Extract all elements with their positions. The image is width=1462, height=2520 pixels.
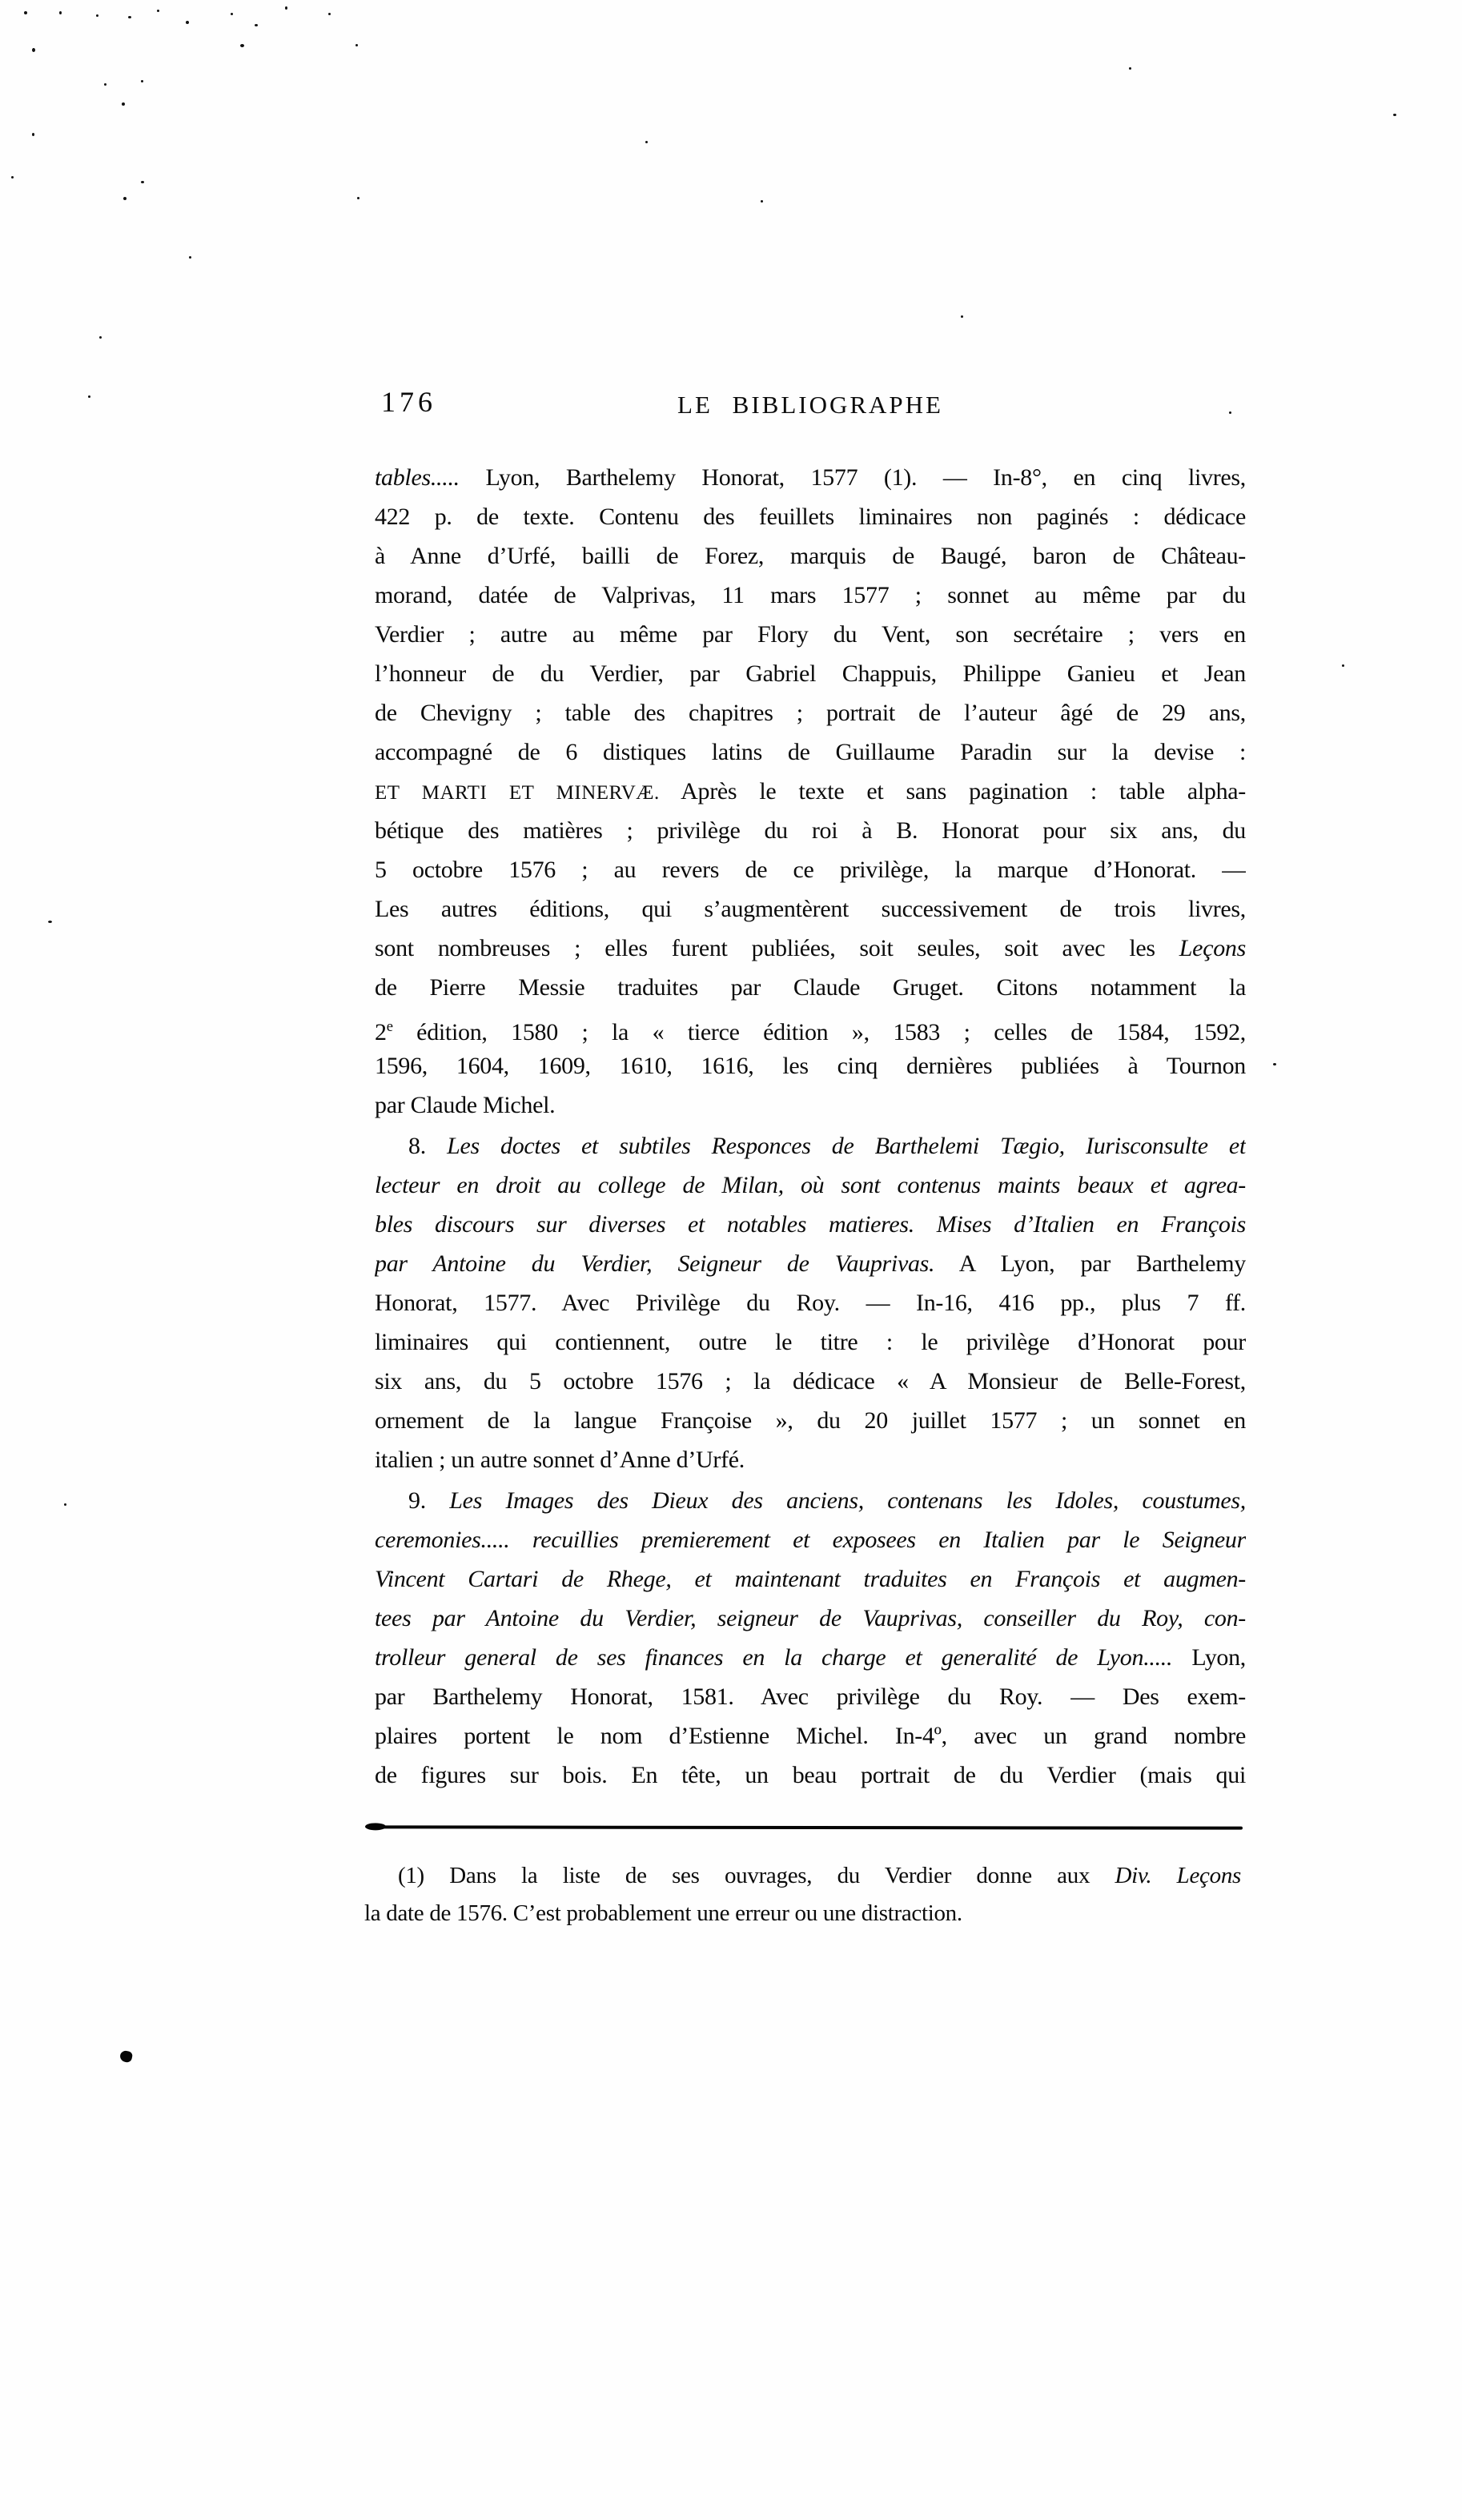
- text-line: [375, 615, 1246, 654]
- scan-speck: [64, 1503, 66, 1506]
- text-segment: à Anne d’Urfé, bailli de Forez, marquis de Baugé, baron de Château-: [375, 543, 1246, 569]
- paragraph: [375, 1481, 1246, 1795]
- scan-speck: [99, 336, 102, 339]
- text-line: [375, 458, 1246, 497]
- scan-speck: [141, 181, 144, 183]
- text-segment: Lyon,: [1172, 1644, 1246, 1671]
- text-segment: liminaires qui contiennent, outre le titre : le privilège d’Honorat pour: [375, 1329, 1246, 1355]
- text-segment: édition, 1580 ; la « tierce édition », 1583 ; celles de 1584, 1592,: [392, 1019, 1246, 1045]
- text-segment: par Claude Michel.: [375, 1092, 556, 1118]
- scan-speck: [189, 256, 191, 259]
- body-text: [375, 458, 1246, 1795]
- italic-text: tables.....: [375, 464, 460, 491]
- text-segment: six ans, du 5 octobre 1576 ; la dédicace « A Monsieur de Belle-Forest,: [375, 1368, 1246, 1394]
- text-line: [375, 772, 1246, 811]
- paragraph: [375, 458, 1246, 1125]
- scan-speck: [32, 133, 34, 136]
- text-line: [364, 1857, 1241, 1895]
- text-segment: de Pierre Messie traduites par Claude Gruget. Citons notamment la: [375, 974, 1246, 1001]
- italic-text: Div. Leçons: [1115, 1863, 1241, 1888]
- scan-speck: [761, 200, 763, 203]
- italic-text: tees par Antoine du Verdier, seigneur de Vauprivas, conseiller du Roy, con-: [375, 1605, 1246, 1631]
- scan-speck: [231, 13, 233, 15]
- text-line: [375, 536, 1246, 576]
- scan-speck: [123, 197, 127, 200]
- text-segment: Lyon, Barthelemy Honorat, 1577 (1). — In-8°, en cinq livres,: [459, 464, 1246, 491]
- text-line: [375, 1599, 1246, 1638]
- page-number: 176: [381, 386, 436, 418]
- text-segment: 8.: [408, 1133, 448, 1159]
- text-segment: par Barthelemy Honorat, 1581. Avec privilège du Roy. — Des exem-: [375, 1683, 1246, 1710]
- text-segment: bétique des matières ; privilège du roi à B. Honorat pour six ans, du: [375, 817, 1246, 844]
- scan-speck: [48, 921, 52, 923]
- italic-text: Vincent Cartari de Rhege, et maintenant traduites en François et augmen-: [375, 1566, 1246, 1592]
- scan-speck: [355, 44, 358, 46]
- text-line: [375, 1481, 1246, 1520]
- text-line: [375, 576, 1246, 615]
- scan-speck: [186, 21, 189, 24]
- text-line: [375, 654, 1246, 693]
- scan-speck: [32, 48, 35, 52]
- scan-speck: [357, 197, 359, 199]
- scan-speck: [24, 11, 27, 14]
- text-segment: ornement de la langue Françoise », du 20 juillet 1577 ; un sonnet en: [375, 1407, 1246, 1434]
- scan-speck: [1273, 1063, 1276, 1065]
- text-segment: 9.: [408, 1487, 450, 1514]
- text-line: [375, 1166, 1246, 1205]
- text-line: [375, 1244, 1246, 1283]
- text-line: [375, 693, 1246, 732]
- text-line: [375, 1401, 1246, 1440]
- text-line: [375, 1126, 1246, 1166]
- text-segment: accompagné de 6 distiques latins de Guillaume Paradin sur la devise :: [375, 739, 1246, 765]
- ink-blot: [119, 2050, 134, 2064]
- text-line: [375, 1756, 1246, 1795]
- italic-text: Leçons: [1179, 935, 1246, 961]
- text-line: [375, 1520, 1246, 1559]
- scan-speck: [1229, 411, 1231, 414]
- italic-text: trolleur general de ses finances en la charge et generalité de Lyon.....: [375, 1644, 1173, 1671]
- text-segment: (1) Dans la liste de ses ouvrages, du Verdier donne aux: [398, 1863, 1115, 1888]
- text-line: [375, 1362, 1246, 1401]
- text-line: [364, 1895, 1241, 1932]
- text-line: [375, 1716, 1246, 1756]
- running-title: LE BIBLIOGRAPHE: [677, 391, 943, 419]
- paragraph: [375, 1126, 1246, 1479]
- text-segment: 2: [375, 1019, 387, 1045]
- text-segment: Les autres éditions, qui s’augmentèrent successivement de trois livres,: [375, 896, 1246, 922]
- text-line: [375, 1322, 1246, 1362]
- italic-text: bles discours sur diverses et notables matieres. Mises d’Italien en François: [375, 1211, 1246, 1238]
- text-segment: Verdier ; autre au même par Flory du Vent, son secrétaire ; vers en: [375, 621, 1246, 648]
- text-line: [375, 497, 1246, 536]
- scan-speck: [1129, 67, 1131, 70]
- text-segment: de figures sur bois. En tête, un beau portrait de du Verdier (mais qui: [375, 1762, 1246, 1788]
- text-segment: plaires portent le nom d’Estienne Michel. In-4º, avec un grand nombre: [375, 1723, 1246, 1749]
- text-segment: 1596, 1604, 1609, 1610, 1616, les cinq dernières publiées à Tournon: [375, 1053, 1246, 1079]
- text-segment: 5 octobre 1576 ; au revers de ce privilège, la marque d’Honorat. —: [375, 857, 1246, 883]
- text-segment: A Lyon, par Barthelemy: [934, 1250, 1246, 1277]
- scan-speck: [88, 395, 90, 398]
- text-line: [375, 968, 1246, 1007]
- text-line: [375, 1205, 1246, 1244]
- text-line: [375, 1440, 1246, 1479]
- text-line: [375, 1007, 1246, 1046]
- scan-speck: [255, 24, 258, 26]
- text-segment: Honorat, 1577. Avec Privilège du Roy. — In-16, 416 pp., plus 7 ff.: [375, 1290, 1246, 1316]
- scan-speck: [961, 315, 963, 318]
- scan-speck: [59, 11, 62, 14]
- footnote: [364, 1857, 1241, 1932]
- scan-speck: [328, 13, 331, 15]
- text-line: [375, 1638, 1246, 1677]
- text-line: [375, 732, 1246, 772]
- scan-speck: [157, 10, 159, 12]
- scan-speck: [11, 176, 14, 179]
- text-segment: e: [386, 1018, 393, 1035]
- text-line: [375, 1085, 1246, 1125]
- italic-text: ceremonies..... recuillies premierement et exposees en Italien par le Seigneur: [375, 1527, 1246, 1553]
- text-line: [375, 889, 1246, 929]
- scan-speck: [240, 44, 244, 47]
- scan-speck: [645, 141, 648, 143]
- text-segment: la date de 1576. C’est probablement une erreur ou une distraction.: [364, 1900, 962, 1926]
- scan-speck: [285, 6, 287, 10]
- italic-text: Les doctes et subtiles Responces de Barthelemi Tægio, Iurisconsulte et: [447, 1133, 1246, 1159]
- scan-speck: [104, 83, 106, 86]
- text-segment: sont nombreuses ; elles furent publiées, soit seules, soit avec les: [375, 935, 1179, 961]
- text-segment: de Chevigny ; table des chapitres ; portrait de l’auteur âgé de 29 ans,: [375, 700, 1246, 726]
- text-line: [375, 850, 1246, 889]
- italic-text: lecteur en droit au college de Milan, où sont contenus maints beaux et agrea-: [375, 1172, 1246, 1198]
- text-segment: 422 p. de texte. Contenu des feuillets liminaires non paginés : dédicace: [375, 504, 1246, 530]
- text-segment: morand, datée de Valprivas, 11 mars 1577 ; sonnet au même par du: [375, 582, 1246, 608]
- text-segment: l’honneur de du Verdier, par Gabriel Chappuis, Philippe Ganieu et Jean: [375, 660, 1246, 687]
- text-line: [375, 811, 1246, 850]
- scan-speck: [96, 14, 98, 17]
- scan-speck: [141, 80, 143, 82]
- smallcaps-text: ET MARTI ET MINERVÆ.: [375, 782, 660, 804]
- text-segment: Après le texte et sans pagination : table alpha-: [659, 778, 1246, 805]
- text-line: [375, 929, 1246, 968]
- scan-speck: [128, 16, 131, 18]
- text-line: [375, 1559, 1246, 1599]
- footnote-rule: [367, 1825, 1243, 1829]
- text-line: [375, 1283, 1246, 1322]
- scan-speck: [1342, 664, 1344, 667]
- footnote-paragraph: [364, 1857, 1241, 1932]
- text-line: [375, 1677, 1246, 1716]
- text-segment: italien ; un autre sonnet d’Anne d’Urfé.: [375, 1447, 745, 1473]
- text-line: [375, 1046, 1246, 1085]
- scan-speck: [1393, 114, 1396, 116]
- italic-text: Les Images des Dieux des anciens, contenans les Idoles, coustumes,: [449, 1487, 1246, 1514]
- italic-text: par Antoine du Verdier, Seigneur de Vauprivas.: [375, 1250, 935, 1277]
- scan-speck: [122, 102, 125, 106]
